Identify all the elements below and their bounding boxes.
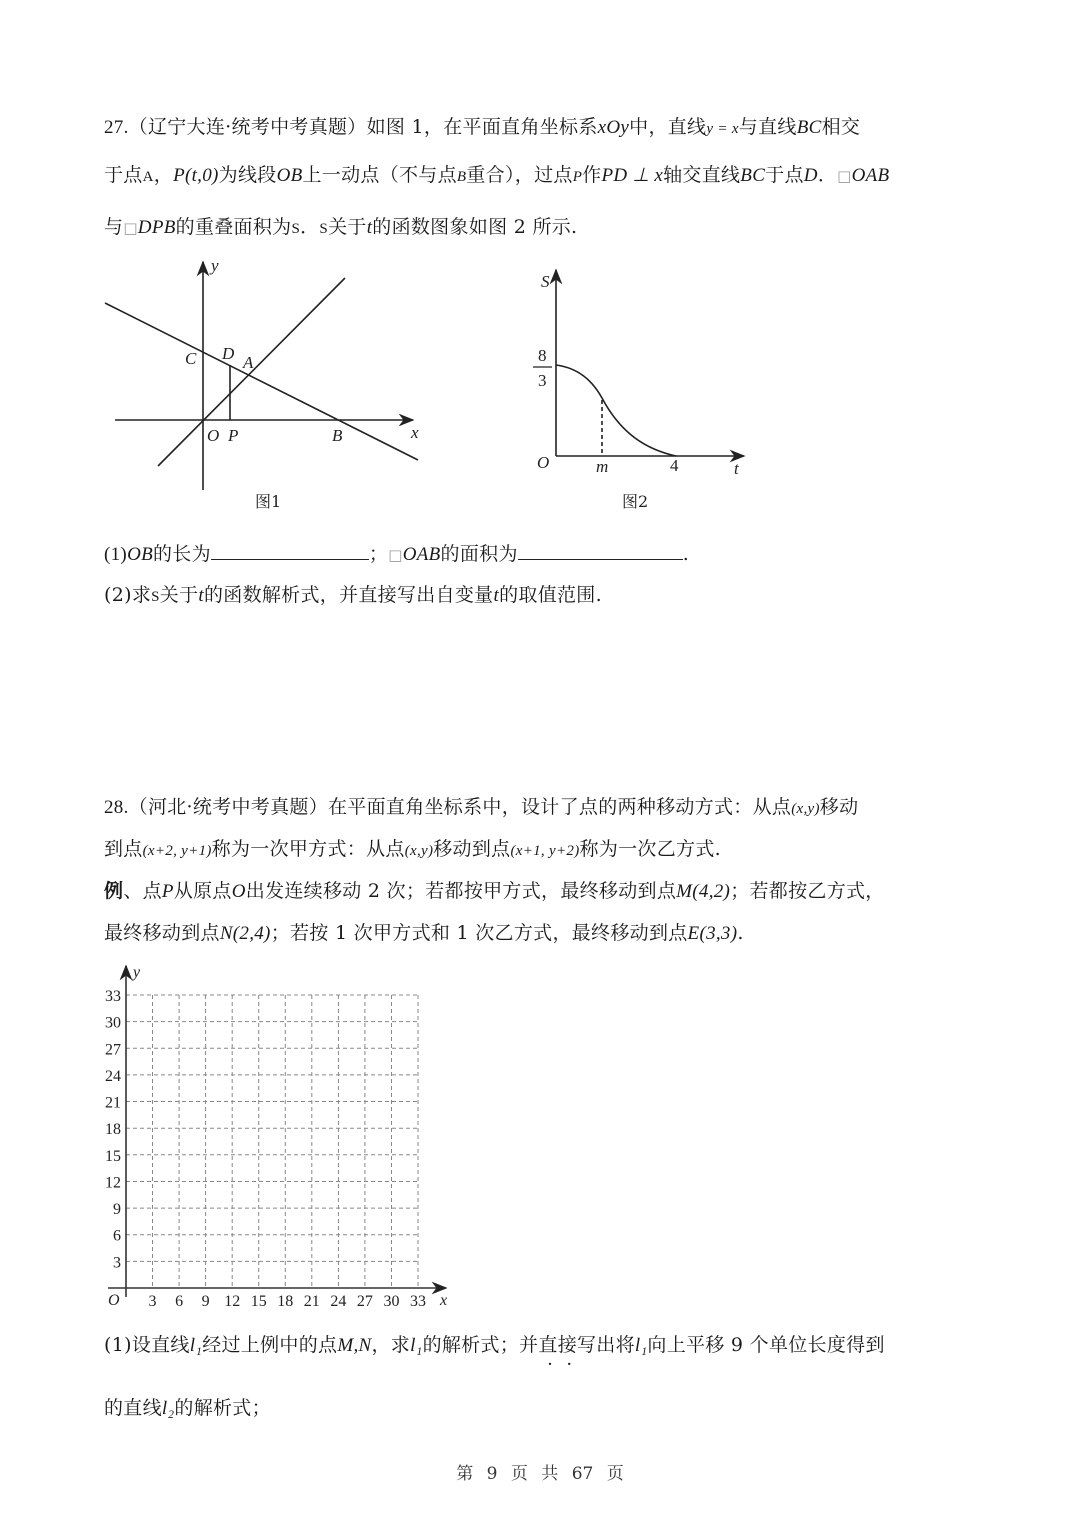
missing-glyph-icon: □ bbox=[123, 219, 138, 237]
q27-source: （辽宁大连·统考中考真题） bbox=[128, 116, 367, 138]
svg-text:P: P bbox=[228, 426, 239, 445]
svg-text:C: C bbox=[185, 349, 197, 368]
math: t bbox=[198, 585, 204, 606]
svg-text:A: A bbox=[243, 353, 254, 372]
text: 从原点 bbox=[173, 880, 232, 902]
answer-blank-ob-length[interactable] bbox=[211, 541, 369, 560]
answer-blank-oab-area[interactable] bbox=[518, 541, 683, 560]
math: O bbox=[231, 881, 246, 902]
svg-text:D: D bbox=[222, 344, 235, 363]
text: 经过上例中的点 bbox=[202, 1334, 338, 1356]
svg-text:图2: 图2 bbox=[622, 492, 649, 511]
text: ， bbox=[153, 164, 174, 186]
math: (x,y) bbox=[791, 801, 820, 817]
svg-text:21: 21 bbox=[303, 1293, 320, 1310]
text: 关于 bbox=[328, 216, 367, 238]
svg-text:27: 27 bbox=[356, 1293, 373, 1310]
text: 称为一次乙方式. bbox=[579, 838, 721, 860]
math: OB bbox=[276, 165, 303, 186]
text: 向上平移 9 个单位长度得到 bbox=[647, 1334, 885, 1356]
math: BC bbox=[740, 165, 766, 186]
text: 与直线 bbox=[738, 116, 797, 138]
svg-text:3: 3 bbox=[148, 1293, 157, 1310]
math: xOy bbox=[597, 117, 630, 138]
math: P bbox=[161, 881, 174, 902]
q28-number: 28. bbox=[104, 797, 129, 818]
math: (x+2, y+1) bbox=[142, 843, 212, 859]
text: 到点 bbox=[104, 838, 143, 860]
math: OAB bbox=[402, 544, 441, 565]
svg-text:S: S bbox=[541, 272, 550, 291]
svg-text:O: O bbox=[108, 1292, 120, 1309]
math: OB bbox=[127, 544, 153, 565]
text: (1) bbox=[104, 544, 128, 565]
s-curve bbox=[556, 365, 676, 456]
svg-text:x: x bbox=[440, 1292, 448, 1309]
grid-lines bbox=[126, 995, 418, 1288]
q28-source: （河北·统考中考真题） bbox=[128, 796, 328, 818]
math: B bbox=[456, 169, 467, 185]
text: 、点 bbox=[123, 880, 162, 902]
q28-part1-line2 bbox=[104, 1393, 271, 1420]
text: 关于 bbox=[159, 584, 199, 606]
text: 的重叠面积为 bbox=[175, 216, 292, 238]
text: ，求 bbox=[371, 1334, 411, 1356]
q28-line1 bbox=[104, 792, 858, 819]
text: 为线段 bbox=[218, 164, 277, 186]
text: 相交 bbox=[821, 116, 861, 138]
text: 的解析式； bbox=[174, 1397, 271, 1419]
math: S bbox=[291, 221, 301, 237]
emphasis-dot-text: 接 bbox=[557, 1334, 577, 1356]
math: DPB bbox=[137, 217, 176, 238]
missing-glyph-icon: □ bbox=[388, 546, 403, 564]
svg-text:18: 18 bbox=[277, 1293, 294, 1310]
math: l₁ bbox=[189, 1335, 203, 1356]
q27-part2 bbox=[104, 580, 602, 607]
svg-text:18: 18 bbox=[105, 1121, 121, 1139]
svg-text:6: 6 bbox=[113, 1227, 121, 1245]
svg-text:图1: 图1 bbox=[255, 492, 282, 511]
text: (1)设直线 bbox=[104, 1334, 190, 1356]
math: BC bbox=[796, 117, 822, 138]
svg-text:y: y bbox=[133, 964, 141, 981]
svg-text:3: 3 bbox=[538, 371, 547, 390]
svg-text:m: m bbox=[596, 457, 609, 476]
text: (2)求 bbox=[104, 584, 152, 606]
svg-text:12: 12 bbox=[224, 1293, 241, 1310]
math: l₁ bbox=[410, 1335, 423, 1356]
text: 中，直线 bbox=[629, 116, 707, 138]
q28-part1-line1 bbox=[104, 1330, 885, 1357]
text: 的长为 bbox=[153, 543, 211, 565]
text: 在平面直角坐标系中，设计了点的两种移动方式：从点 bbox=[328, 796, 792, 818]
q28-line2 bbox=[104, 834, 721, 861]
svg-text:15: 15 bbox=[250, 1293, 267, 1310]
text: ； bbox=[368, 543, 389, 565]
math: M(4,2) bbox=[676, 881, 731, 902]
svg-text:4: 4 bbox=[670, 456, 679, 475]
svg-text:33: 33 bbox=[410, 1293, 426, 1310]
math: t bbox=[493, 585, 500, 606]
svg-text:21: 21 bbox=[105, 1094, 121, 1112]
math: S bbox=[319, 221, 329, 237]
text: 的函数图象如图 2 所示. bbox=[372, 216, 578, 238]
svg-text:3: 3 bbox=[113, 1254, 121, 1272]
line-y-eq-x bbox=[158, 278, 345, 466]
svg-text:O: O bbox=[207, 426, 220, 445]
q27-number: 27. bbox=[104, 117, 129, 138]
math: (x,y) bbox=[404, 843, 434, 859]
svg-text:30: 30 bbox=[383, 1293, 400, 1310]
math: M,N bbox=[337, 1335, 372, 1356]
svg-text:30: 30 bbox=[105, 1014, 121, 1032]
svg-text:9: 9 bbox=[113, 1201, 121, 1219]
text: ；若都按乙方式， bbox=[730, 880, 885, 902]
svg-text:x: x bbox=[411, 423, 419, 442]
svg-text:33: 33 bbox=[105, 988, 121, 1005]
text: 移动 bbox=[819, 796, 859, 818]
text: 轴交直线 bbox=[663, 164, 741, 186]
svg-text:12: 12 bbox=[105, 1174, 121, 1192]
text: 最终移动到点 bbox=[104, 922, 220, 944]
q27-part1 bbox=[104, 539, 689, 566]
emphasis-dot-text: 直 bbox=[538, 1334, 558, 1356]
svg-text:24: 24 bbox=[330, 1293, 347, 1310]
svg-text:8: 8 bbox=[538, 346, 547, 365]
svg-text:6: 6 bbox=[175, 1293, 184, 1310]
text: 的取值范围. bbox=[499, 584, 602, 606]
example-label: 例 bbox=[104, 880, 124, 902]
missing-glyph-icon: □ bbox=[837, 167, 852, 185]
math: l₂ bbox=[161, 1398, 175, 1419]
text: . bbox=[682, 543, 690, 565]
math: S bbox=[151, 589, 160, 605]
math: (x+1, y+2) bbox=[510, 843, 580, 859]
svg-text:B: B bbox=[332, 426, 343, 445]
line-bc bbox=[105, 303, 418, 460]
q28-line4 bbox=[104, 918, 744, 945]
text: ；若按 1 次甲方式和 1 次乙方式，最终移动到点 bbox=[270, 922, 688, 944]
page-footer: 第 9 页 共 67 页 bbox=[456, 1464, 624, 1484]
svg-text:9: 9 bbox=[201, 1293, 210, 1310]
svg-text:24: 24 bbox=[105, 1067, 121, 1085]
text: 出发连续移动 2 次；若都按甲方式，最终移动到点 bbox=[245, 880, 677, 902]
math: P(t,0) bbox=[173, 165, 219, 186]
text: 与 bbox=[104, 216, 124, 238]
text: 的解析式；并 bbox=[422, 1334, 539, 1356]
text: 写出将 bbox=[577, 1334, 635, 1356]
text: . bbox=[737, 922, 744, 944]
text: 上一动点（不与点 bbox=[302, 164, 457, 186]
text: 于点 bbox=[765, 164, 804, 186]
text: ． bbox=[300, 216, 320, 238]
math: A bbox=[142, 169, 154, 185]
text: 的函数解析式，并直接写出自变量 bbox=[203, 584, 494, 606]
svg-text:t: t bbox=[734, 459, 739, 478]
q28-line3 bbox=[104, 876, 885, 903]
math: E(3,3) bbox=[687, 923, 738, 944]
text: 移动到点 bbox=[433, 838, 511, 860]
svg-text:15: 15 bbox=[105, 1147, 121, 1165]
text: 如图 1，在平面直角坐标系 bbox=[366, 116, 598, 138]
text: 作 bbox=[582, 164, 602, 186]
svg-text:y: y bbox=[211, 256, 219, 275]
math: N(2,4) bbox=[219, 923, 271, 944]
text: 重合），过点 bbox=[466, 164, 573, 186]
math: D bbox=[803, 165, 818, 186]
math: t bbox=[366, 217, 373, 238]
svg-text:27: 27 bbox=[105, 1041, 121, 1059]
svg-text:O: O bbox=[537, 453, 550, 472]
text: 称为一次甲方式：从点 bbox=[211, 838, 405, 860]
text: 于点 bbox=[104, 164, 143, 186]
text: 的面积为 bbox=[440, 543, 518, 565]
text: 的直线 bbox=[104, 1397, 162, 1419]
math: y = x bbox=[706, 121, 739, 137]
math: PD ⊥ x bbox=[601, 165, 664, 186]
text: ． bbox=[817, 164, 838, 186]
math: OAB bbox=[851, 165, 890, 186]
math: P bbox=[572, 169, 583, 185]
math: l₁ bbox=[634, 1335, 648, 1356]
